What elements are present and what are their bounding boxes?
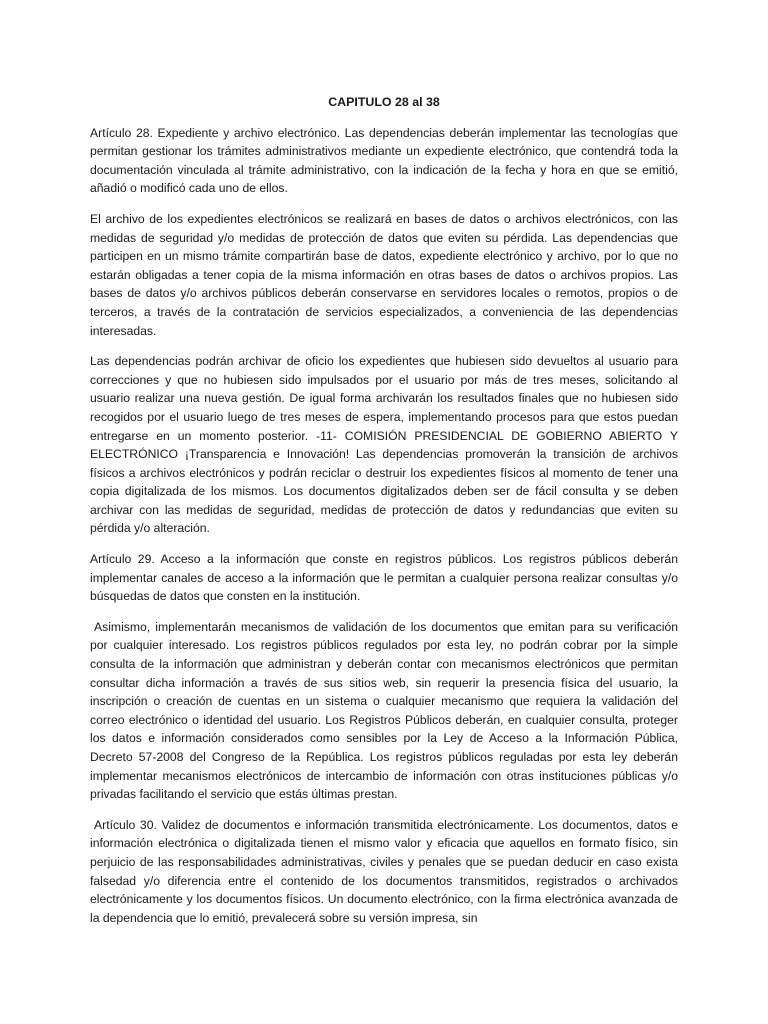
paragraph-archivo-de-oficio: Las dependencias podrán archivar de oficio los expedientes que hubiesen sido devueltos al usuario para correcciones y que no hubiesen sido impulsados por el usuario por más de tres meses, solicitando al usuario realizar una nueva gestión. De igual forma archivarán los resultados finales que no hubiesen sido recogidos por el usuario luego de tres meses de espera, implementando procesos para que estos puedan entregarse en un momento posterior. -11- COMISIÓN PRESIDENCIAL DE GOBIERNO ABIERTO Y ELECTRÓNICO ¡Transparencia e Innovación! Las dependencias promoverán la transición de archivos físicos a archivos electrónicos y podrán reciclar o destruir los expedientes físicos al momento de tener una copia digitalizada de los mismos. Los documentos digitalizados deben ser de fácil consulta y se deben archivar con las medidas de seguridad, medidas de protección de datos y redundancias que eviten su pérdida y/o alteración. — [90, 354, 678, 536]
paragraph-asimismo: Asimismo, implementarán mecanismos de validación de los documentos que emitan para su verificación por cualquier interesado. Los registros públicos regulados por esta ley, no podrán cobrar por la simple consulta de la información que administran y deberán contar con mecanismos electrónicos que permitan consultar dicha información a través de sus sitios web, sin requerir la presencia física del usuario, la inscripción o creación de cuentas en un sistema o cualquier mecanismo que requiera la validación del correo electrónico o identidad del usuario. Los Registros Públicos deberán, en cualquier consulta, proteger los datos e información considerados como sensibles por la Ley de Acceso a la Información Pública, Decreto 57-2008 del Congreso de la República. Los registros públicos reguladas por esta ley deberán implementar mecanismos electrónicos de intercambio de información con otras instituciones públicas y/o privadas facilitando el servicio que estás últimas prestan. — [90, 619, 678, 802]
paragraph-articulo-28: Artículo 28. Expediente y archivo electrónico. Las dependencias deberán implementar las tecnologías que permitan gestionar los trámites administrativos mediante un expediente electrónico, que contendrá toda la documentación vinculada al trámite administrativo, con la indicación de la fecha y hora en que se emitió, añadió o modificó cada uno de ellos. — [90, 125, 678, 196]
paragraph-archivo-expedientes: El archivo de los expedientes electrónicos se realizará en bases de datos o archivos electrónicos, con las medidas de seguridad y/o medidas de protección de datos que eviten su pérdida. Las dependencias que participen en un mismo trámite compartirán base de datos, expediente electrónico y archivo, por lo que no estarán obligadas a tener copia de la misma información en otras bases de datos o archivos propios. Las bases de datos y/o archivos públicos deberán conservarse en servidores locales o remotos, propios o de terceros, a través de la contratación de servicios especializados, a conveniencia de las dependencias interesadas. — [90, 211, 678, 338]
chapter-title: CAPITULO 28 al 38 — [328, 95, 440, 109]
document-body — [90, 93, 678, 939]
paragraph-articulo-29: Artículo 29. Acceso a la información que conste en registros públicos. Los registros públicos deberán implementar canales de acceso a la información que le permitan a cualquier persona realizar consultas y/o búsquedas de datos que consten en la institución. — [90, 552, 678, 604]
paragraph-articulo-30: Artículo 30. Validez de documentos e información transmitida electrónicamente. Los documentos, datos e información electrónica o digitalizada tienen el mismo valor y eficacia que aquellos en formato físico, sin perjuicio de las responsabilidades administrativas, civiles y penales que se puedan deducir en caso exista falsedad y/o diferencia entre el contenido de los documentos transmitidos, registrados o archivados electrónicamente y los documentos físicos. Un documento electrónico, con la firma electrónica avanzada de la dependencia que lo emitió, prevalecerá sobre su versión impresa, sin — [90, 817, 678, 925]
